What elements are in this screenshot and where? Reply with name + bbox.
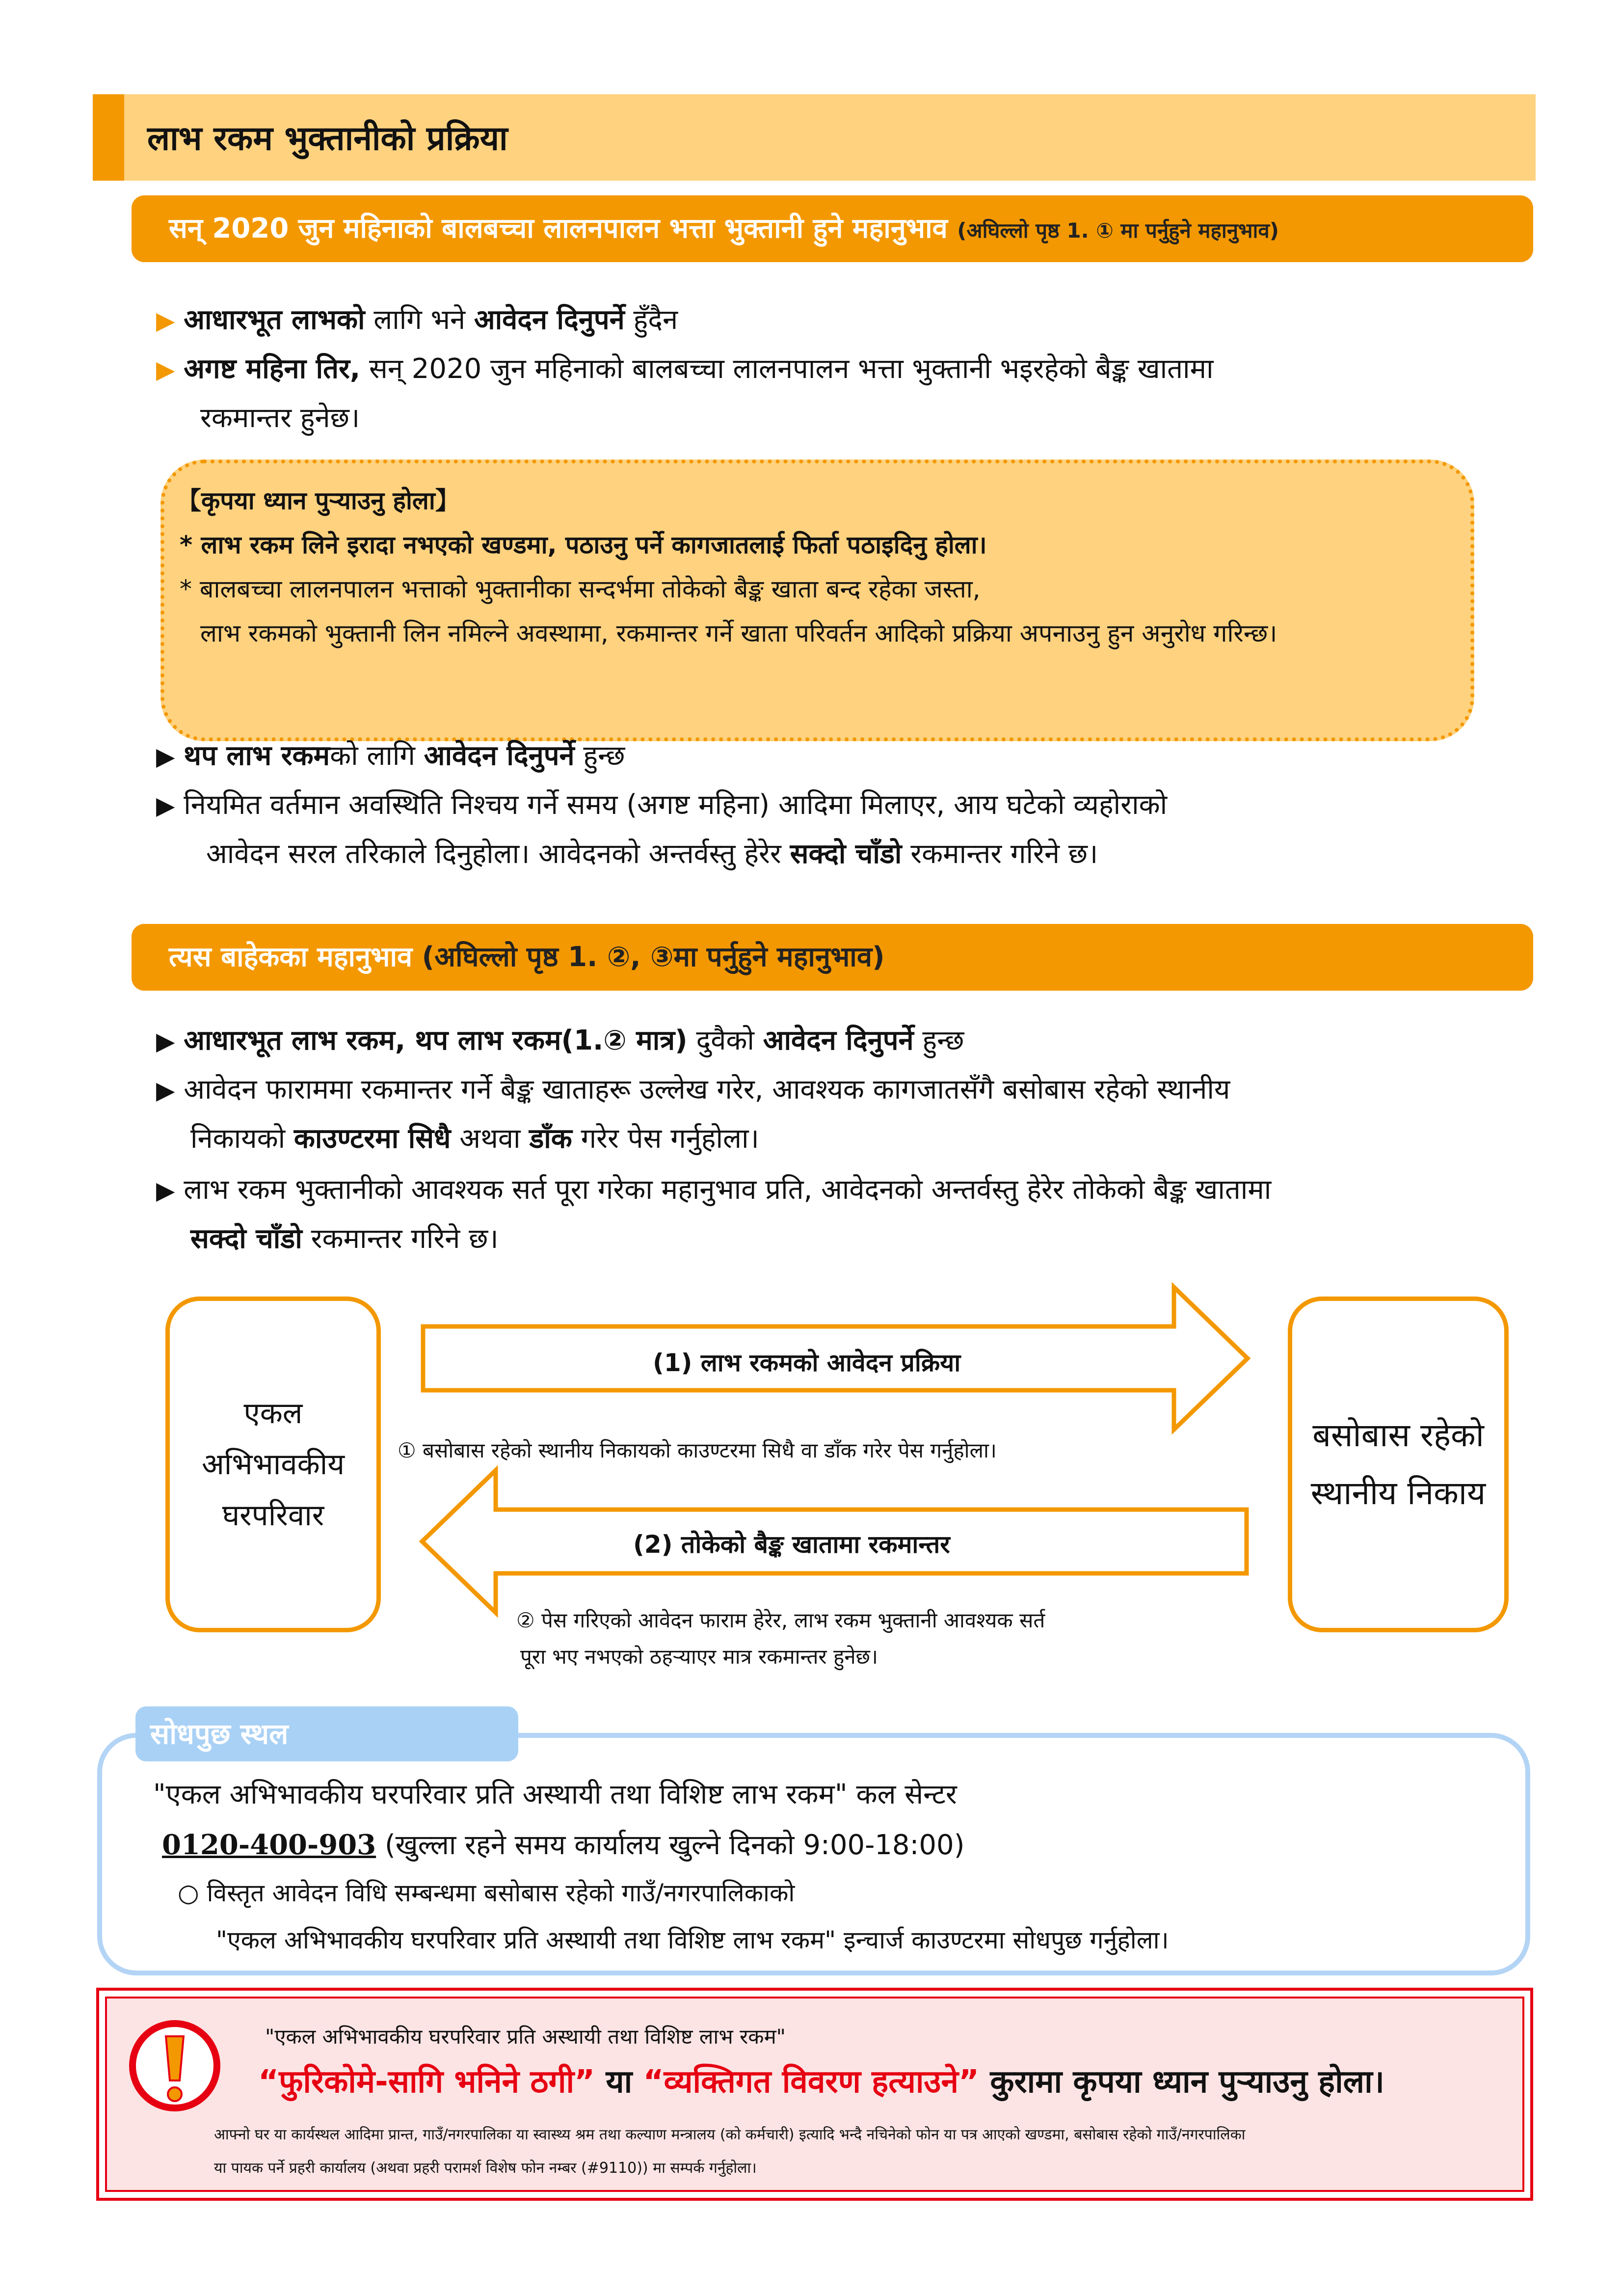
contact-line-4: "एकल अभिभावकीय घरपरिवार प्रति अस्थायी तथा विशिष्ट लाभ रकम" इन्चार्ज काउण्टरमा सोधपुछ गर्नुहोला। [216, 1926, 1169, 1954]
s2-b2-cont2: अथवा [451, 1123, 530, 1155]
s1-b2-cont: रकमान्तर हुनेछ। [200, 402, 360, 434]
right-box-line-1: बसोबास रहेको [1312, 1416, 1484, 1454]
s1-b3-bold: थप लाभ रकम [184, 740, 330, 772]
s2-b3-bold: सक्दो चाँडो [190, 1223, 302, 1255]
warning-mid: या [595, 2064, 643, 2100]
warning-end: कुरामा कृपया ध्यान पुर्‍याउनु होला। [979, 2064, 1384, 2100]
arrow2-label: (2) तोकेको बैङ्क खातामा रकमान्तर [633, 1530, 950, 1559]
phone-number[interactable]: 0120-400-903 [162, 1829, 376, 1861]
black-triangle-icon: ▶ [156, 1027, 175, 1055]
s2-b2-cont1: निकायको [190, 1123, 294, 1155]
s1-b4-cont1: आवेदन सरल तरिकाले दिनुहोला। आवेदनको अन्तर्वस्तु हेरेर [206, 838, 790, 870]
page-title: लाभ रकम भुक्तानीको प्रक्रिया [147, 119, 508, 158]
warning-line-1: "एकल अभिभावकीय घरपरिवार प्रति अस्थायी तथा विशिष्ट लाभ रकम" [265, 2025, 786, 2049]
notice-title: 【कृपया ध्यान पुर्‍याउनु होला】 [177, 486, 460, 515]
section1-title: सन् 2020 जुन महिनाको बालबच्चा लालनपालन भत्ता भुक्तानी हुने महानुभाव [169, 213, 948, 244]
section2-title: त्यस बाहेकका महानुभाव [169, 941, 413, 973]
contact-tab: सोधपुछ स्थल [135, 1706, 518, 1761]
notice-line-2: * बालबच्चा लालनपालन भत्ताको भुक्तानीका सन्दर्भमा तोकेको बैङ्क खाता बन्द रहेका जस्ता, [180, 575, 981, 603]
left-box-line-3: घरपरिवार [222, 1498, 324, 1533]
s1-b4-text: नियमित वर्तमान अवस्थिति निश्चय गर्ने समय (अगष्ट महिना) आदिमा मिलाएर, आय घटेको व्यहोराको [184, 789, 1168, 821]
s1-b1-text: लागि भने [365, 304, 474, 336]
s2-b1-bold: आधारभूत लाभ रकम, थप लाभ रकम(1.② मात्र) [184, 1025, 688, 1056]
right-box-line-2: स्थानीय निकाय [1310, 1474, 1486, 1512]
s2-b3-end: रकमान्तर गरिने छ। [302, 1223, 499, 1255]
s2-b2-bold2: डाँक [529, 1123, 572, 1155]
black-triangle-icon: ▶ [156, 791, 175, 820]
contact-line-3: ○ विस्तृत आवेदन विधि सम्बन्धमा बसोबास रहेको गाउँ/नगरपालिकाको [178, 1879, 795, 1907]
left-box-line-1: एकल [243, 1396, 303, 1431]
notice-line-3: लाभ रकमको भुक्तानी लिन नमिल्ने अवस्थामा, रकमान्तर गर्ने खाता परिवर्तन आदिको प्रक्रिया अपनाउनु हुन अनुरोध गरिन्छ। [200, 619, 1277, 648]
left-box-line-2: अभिभावकीय [201, 1447, 345, 1482]
section2-ref: (अघिल्लो पृष्ठ 1. ②, ③मा पर्नुहुने महानुभाव) [422, 941, 885, 973]
arrow2-note-1: ② पेस गरिएको आवेदन फाराम हेरेर, लाभ रकम भुक्तानी आवश्यक सर्त [516, 1608, 1045, 1632]
warning-line-4: या पायक पर्ने प्रहरी कार्यालय (अथवा प्रहरी परामर्श विशेष फोन नम्बर (#9110)) मा सम्पर्क गर्नुहोला। [214, 2160, 757, 2177]
notice-line-1: * लाभ रकम लिने इरादा नभएको खण्डमा, पठाउनु पर्ने कागजातलाई फिर्ता पठाइदिनु होला। [180, 531, 987, 559]
s1-b3-bold2: आवेदन दिनुपर्ने [424, 740, 575, 772]
contact-phone-line [162, 1825, 965, 1865]
arrow1-note: ① बसोबास रहेको स्थानीय निकायको काउण्टरमा सिधै वा डाँक गरेर पेस गर्नुहोला। [398, 1438, 997, 1462]
s1-b4-bold: सक्दो चाँडो [790, 838, 902, 870]
s2-b2-cont3: गरेर पेस गर्नुहोला। [572, 1123, 759, 1155]
s2-b1-bold2: आवेदन दिनुपर्ने [763, 1025, 914, 1056]
warning-info-theft-text: “व्यक्तिगत विवरण हत्याउने” [643, 2064, 980, 2100]
black-triangle-icon: ▶ [156, 1076, 175, 1105]
warning-scam-text: “फुरिकोमे-सागि भनिने ठगी” [258, 2064, 595, 2100]
s2-b2-bold: काउण्टरमा सिधै [293, 1123, 451, 1155]
s2-b2-text: आवेदन फाराममा रकमान्तर गर्ने बैङ्क खाताहरू उल्लेख गरेर, आवश्यक कागजातसँगै बसोबास रहेको स्थानीय [184, 1074, 1230, 1106]
contact-hours: (खुल्ला रहने समय कार्यालय खुल्ने दिनको 9:00-18:00) [376, 1829, 965, 1861]
section1-ref: (अघिल्लो पृष्ठ 1. ① मा पर्नुहुने महानुभाव) [957, 218, 1279, 243]
warning-headline [258, 2060, 1384, 2104]
contact-line-1: "एकल अभिभावकीय घरपरिवार प्रति अस्थायी तथा विशिष्ट लाभ रकम" कल सेन्टर [153, 1779, 957, 1810]
s1-b2-bold: अगष्ट महिना तिर, [184, 353, 361, 385]
s1-b2-text: सन् 2020 जुन महिनाको बालबच्चा लालनपालन भत्ता भुक्तानी भइरहेको बैङ्क खातामा [360, 353, 1214, 385]
s2-b1-text: दुवैको [687, 1025, 763, 1056]
s1-b1-bold: आधारभूत लाभको [184, 304, 365, 336]
exclamation-icon [126, 2017, 224, 2115]
arrow2-note-2: पूरा भए नभएको ठहर्‍याएर मात्र रकमान्तर हुनेछ। [520, 1645, 878, 1669]
orange-triangle-icon: ▶ [156, 306, 175, 335]
s1-b3-text: को लागि [330, 740, 424, 772]
s2-b1-end: हुन्छ [913, 1025, 964, 1056]
s1-b1-end: हुँदैन [624, 304, 678, 336]
s2-b3-text: लाभ रकम भुक्तानीको आवश्यक सर्त पूरा गरेका महानुभाव प्रति, आवेदनको अन्तर्वस्तु हेरेर तोकेको बैङ्क खातामा [184, 1174, 1272, 1206]
s1-b3-end: हुन्छ [574, 740, 625, 772]
s1-b1-bold2: आवेदन दिनुपर्ने [474, 304, 625, 336]
orange-triangle-icon: ▶ [156, 355, 175, 384]
arrow1-label: (1) लाभ रकमको आवेदन प्रक्रिया [653, 1349, 961, 1377]
warning-line-3: आफ्नो घर या कार्यस्थल आदिमा प्रान्त, गाउँ/नगरपालिका या स्वास्थ्य श्रम तथा कल्याण मन्त्रालय (को कर्मचारी) इत्यादि भन्दै नचिनेको फोन या पत्र आएको खण्डमा, बसोबास रहेको गाउँ/नगरपालिका [214, 2126, 1246, 2143]
s1-b4-cont2: रकमान्तर गरिने छ। [902, 838, 1098, 870]
black-triangle-icon: ▶ [156, 742, 175, 771]
black-triangle-icon: ▶ [156, 1176, 175, 1205]
